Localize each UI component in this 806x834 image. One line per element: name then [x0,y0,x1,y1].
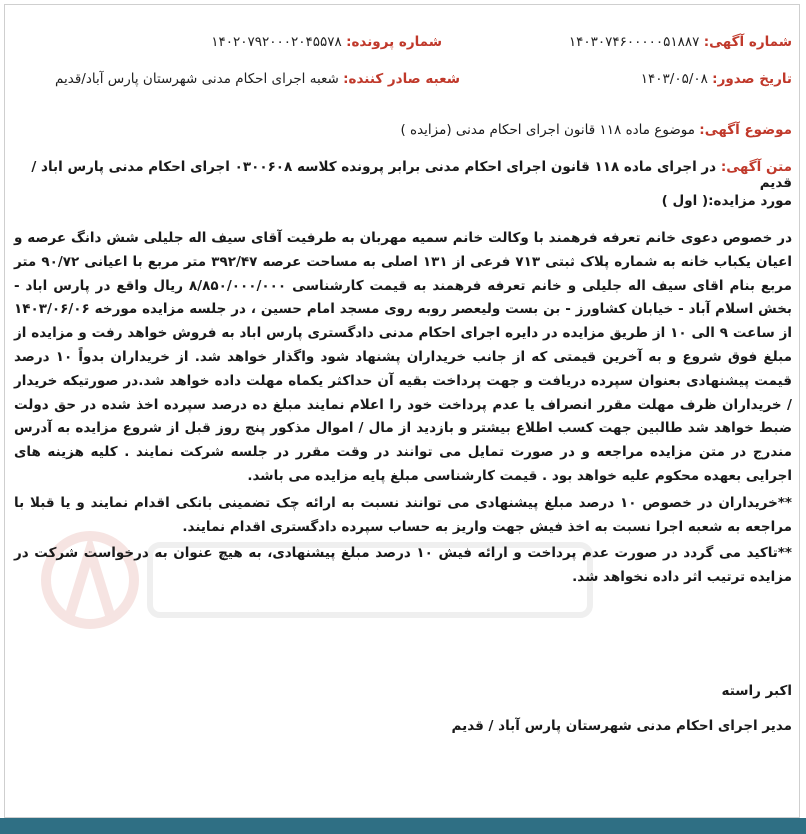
signature-name: اکبر راسته [721,683,792,699]
issuing-branch-value: شعبه اجرای احکام مدنی شهرستان پارس آباد/قدیم [55,71,339,87]
ad-number-label: شماره آگهی: [703,34,792,50]
bottom-bar [0,818,806,834]
ad-number [569,34,792,50]
body-paragraph-warning: **تاکید می گردد در صورت عدم پرداخت و ارائه فیش ۱۰ درصد مبلغ پیشنهادی، به هیچ عنوان به درخواست شرکت در مزایده ترتیب اثر داده نخواهد شد. [14,545,792,586]
ad-number-value: ۱۴۰۳۰۷۴۶۰۰۰۰۰۵۱۸۸۷ [568,34,700,50]
body-paragraph-main: در خصوص دعوی خانم تعرفه فرهمند با وکالت خانم سمیه مهربان به طرفیت آقای سیف اله جلیلی شش دانگ عرصه و اعیان یکباب خانه به شماره پلاک ثبتی ۷۱۳ فرعی از ۱۳۱ اصلی به مساحت عرصه ۳۹۲/۴۷ متر مربع با اعیانی ۹۰/۷۲ متر مربع بنام اقای سیف اله جلیلی و خانم تعرفه فرهمند به قیمت کارشناسی ۸/۸۵۰/۰۰۰/۰۰۰ ریال واقع در پارس اباد - بخش اسلام آباد - خیابان کشاورز - بن بست ولیعصر روبه روی مسجد امام حسین ، در جلسه مزایده مورخه ۱۴۰۳/۰۶/۰۶ از ساعت ۹ الی ۱۰ از طریق مزایده در دایره اجرای احکام مدنی دادگستری پارس اباد به فروش خواهد رفت و مزایده از مبلغ فوق شروع و به آخرین قیمتی که از جانب خریداران پشنهاد شود واگذار خواهد شد. از خریداران بدواً ۱۰ درصد قیمت پیشنهادی بعنوان سپرده دریافت و جهت پرداخت بقیه آن حداکثر یکماه مهلت داده خواهد شد.در صورتیکه خریدار / خریداران ظرف مهلت مقرر انصراف یا عدم پرداخت خود را اعلام نمایند مبلغ ده درصد سپرده اخذ شده در حق دولت ضبط خواهد شد طالبین جهت کسب اطلاع بیشتر و بازدید از مال / اموال مذکور پنج روز قبل از شروع مزایده به آدرس مندرج در متن مزایده مراجعه و در صورت تمایل می توانند در وقت مقرر در جلسه شرکت نمایند . کلیه هزینه های اجرایی بعهده محکوم علیه خواهد بود . قیمت کارشناسی مبلغ پایه مزایده می باشد. [14,230,792,484]
subject-label: موضوع آگهی: [699,122,792,138]
ad-text-label: متن آگهی: [720,159,792,175]
subject-value: موضوع ماده ۱۱۸ قانون اجرای احکام مدنی (مزایده ) [400,122,695,138]
issuing-branch [55,71,460,87]
auction-item: مورد مزایده:( اول ) [661,193,792,209]
case-number-value: ۱۴۰۲۰۷۹۲۰۰۰۲۰۴۵۵۷۸ [211,34,342,50]
case-number [211,34,442,50]
subject-line [14,122,792,138]
issue-date-value: ۱۴۰۳/۰۵/۰۸ [640,71,708,87]
issuing-branch-label: شعبه صادر کننده: [343,71,460,87]
issue-date-label: تاریخ صدور: [712,71,792,87]
body-paragraph-deposit: **خریداران در خصوص ۱۰ درصد مبلغ پیشنهادی می توانند نسبت به ارائه چک تضمینی بانکی اقدام نمایند و یا قبلا با مراجعه به شعبه اجرا نسبت به اخذ فیش جهت واریز به حساب سپرده دادگستری اقدام نمایند. [14,494,792,535]
case-number-label: شماره پرونده: [346,34,442,50]
notice-body [14,227,792,593]
ad-text-value: در اجرای ماده ۱۱۸ قانون اجرای احکام مدنی برابر پرونده کلاسه ۰۳۰۰۶۰۸ اجرای احکام مدنی پارس اباد / قدیم [31,159,792,191]
ad-text-line [14,159,792,191]
signature-title: مدیر اجرای احکام مدنی شهرستان پارس آباد / قدیم [451,718,792,734]
issue-date [641,71,792,87]
